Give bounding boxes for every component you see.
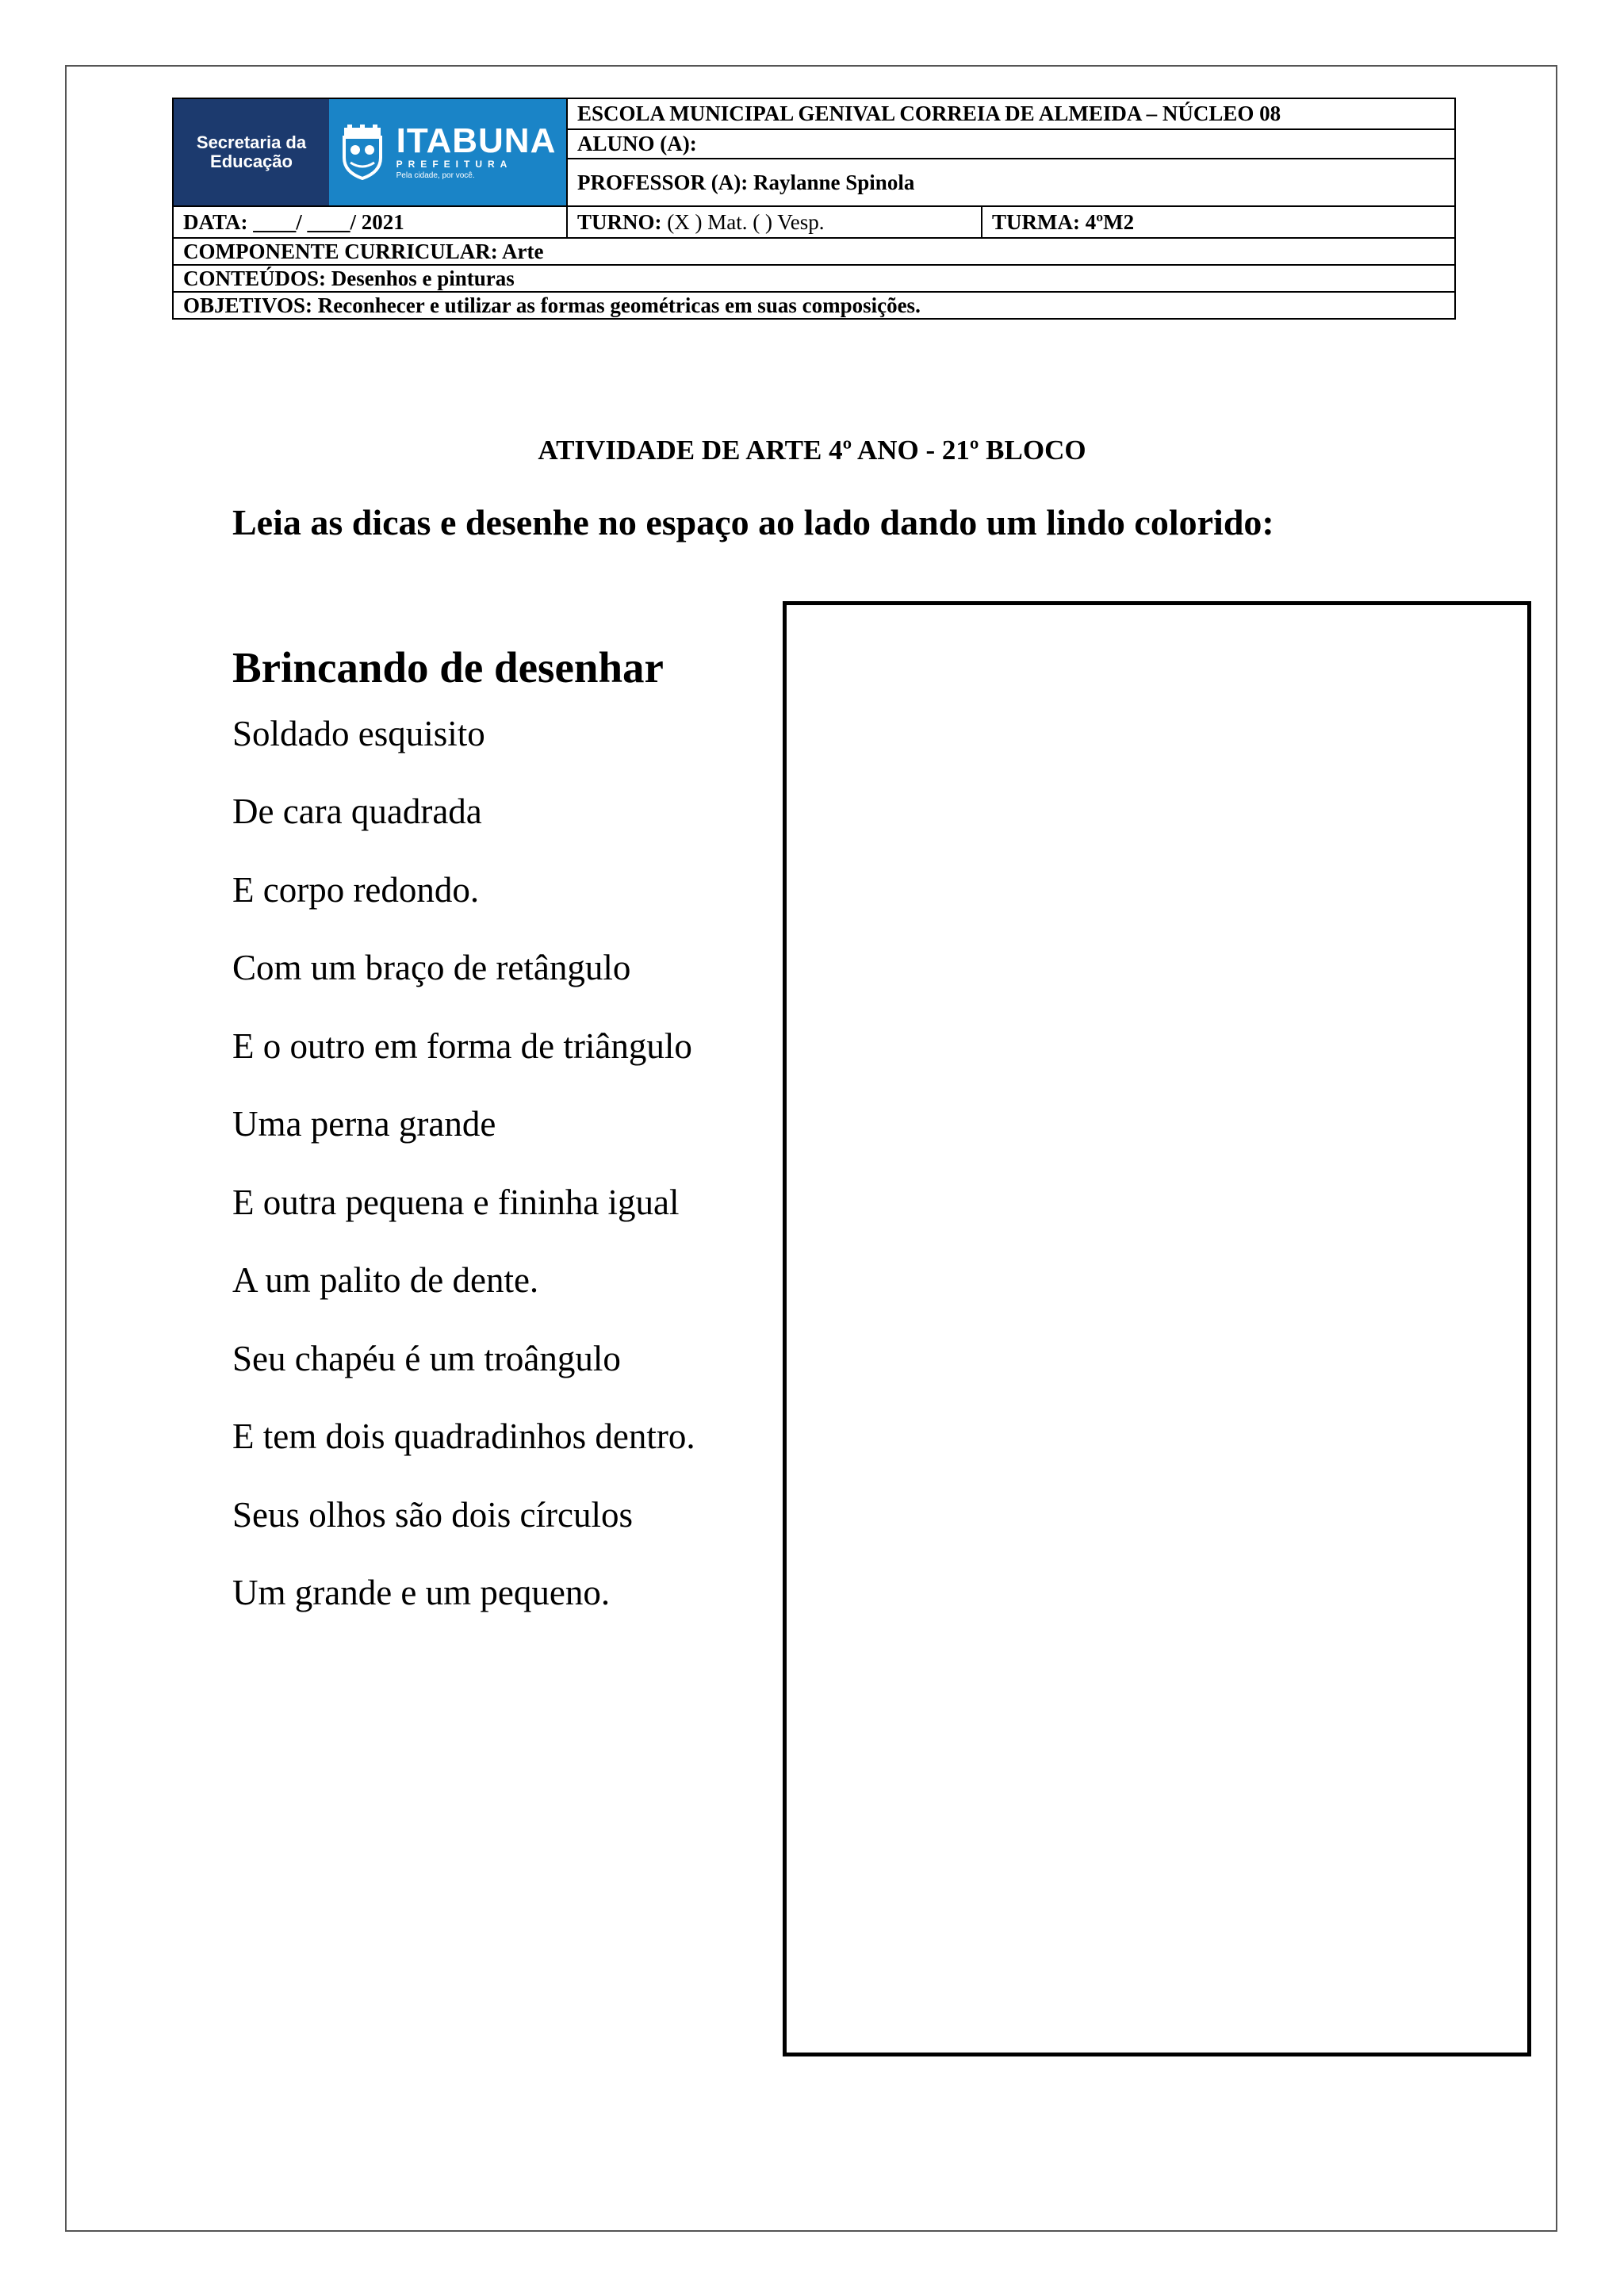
teacher-name: PROFESSOR (A): Raylanne Spinola bbox=[567, 159, 1455, 206]
poem-line: Com um braço de retângulo bbox=[232, 948, 631, 987]
itabuna-brand-name: ITABUNA bbox=[396, 121, 557, 161]
secretaria-logo bbox=[174, 99, 329, 205]
shift-label: TURNO: bbox=[577, 209, 662, 234]
poem-line: Seus olhos são dois círculos bbox=[232, 1494, 633, 1535]
objectives: OBJETIVOS: Reconhecer e utilizar as formas geométricas em suas composições. bbox=[173, 292, 1455, 319]
poem-line: Soldado esquisito bbox=[232, 713, 485, 753]
poem-title: Brincando de desenhar bbox=[232, 643, 664, 692]
class-field: TURMA: 4ºM2 bbox=[982, 206, 1455, 238]
drawing-area[interactable] bbox=[783, 601, 1531, 2056]
poem-line: A um palito de dente. bbox=[232, 1260, 539, 1300]
activity-title: ATIVIDADE DE ARTE 4º ANO - 21º BLOCO bbox=[538, 435, 1086, 466]
date-label: DATA: bbox=[183, 209, 248, 234]
shift-value: (X ) Mat. ( ) Vesp. bbox=[667, 209, 825, 234]
student-label: ALUNO (A): bbox=[567, 129, 1455, 159]
date-value: ____/ ____/ 2021 bbox=[253, 209, 404, 234]
poem-line: E tem dois quadradinhos dentro. bbox=[232, 1416, 695, 1456]
shift-field bbox=[567, 206, 982, 238]
instruction: Leia as dicas e desenhe no espaço ao lado dando um lindo colorido: bbox=[232, 502, 1274, 542]
secretaria-line2: Educação bbox=[210, 151, 293, 171]
poem bbox=[232, 644, 695, 1652]
poem-line: Uma perna grande bbox=[232, 1104, 496, 1144]
secretaria-line1: Secretaria da bbox=[196, 132, 307, 152]
school-name: ESCOLA MUNICIPAL GENIVAL CORREIA DE ALMEIDA – NÚCLEO 08 bbox=[567, 98, 1455, 129]
poem-line: De cara quadrada bbox=[232, 792, 482, 831]
contents: CONTEÚDOS: Desenhos e pinturas bbox=[173, 265, 1455, 292]
itabuna-brand-sub: PREFEITURA bbox=[396, 159, 513, 171]
poem-line: Um grande e um pequeno. bbox=[232, 1573, 611, 1612]
date-field bbox=[173, 206, 567, 238]
poem-line: E o outro em forma de triângulo bbox=[232, 1025, 692, 1066]
header-table bbox=[172, 98, 1456, 320]
poem-line: E corpo redondo. bbox=[232, 869, 480, 910]
poem-line: Seu chapéu é um troângulo bbox=[232, 1338, 621, 1378]
curricular-component: COMPONENTE CURRICULAR: Arte bbox=[173, 238, 1455, 265]
logo-cell bbox=[173, 98, 567, 206]
poem-line: E outra pequena e fininha igual bbox=[232, 1182, 680, 1222]
itabuna-tagline: Pela cidade, por você. bbox=[396, 171, 475, 180]
itabuna-brand bbox=[396, 121, 557, 181]
secretaria-itabuna-logo bbox=[174, 99, 566, 205]
itabuna-logo bbox=[329, 99, 566, 205]
city-crest-icon bbox=[339, 125, 385, 180]
